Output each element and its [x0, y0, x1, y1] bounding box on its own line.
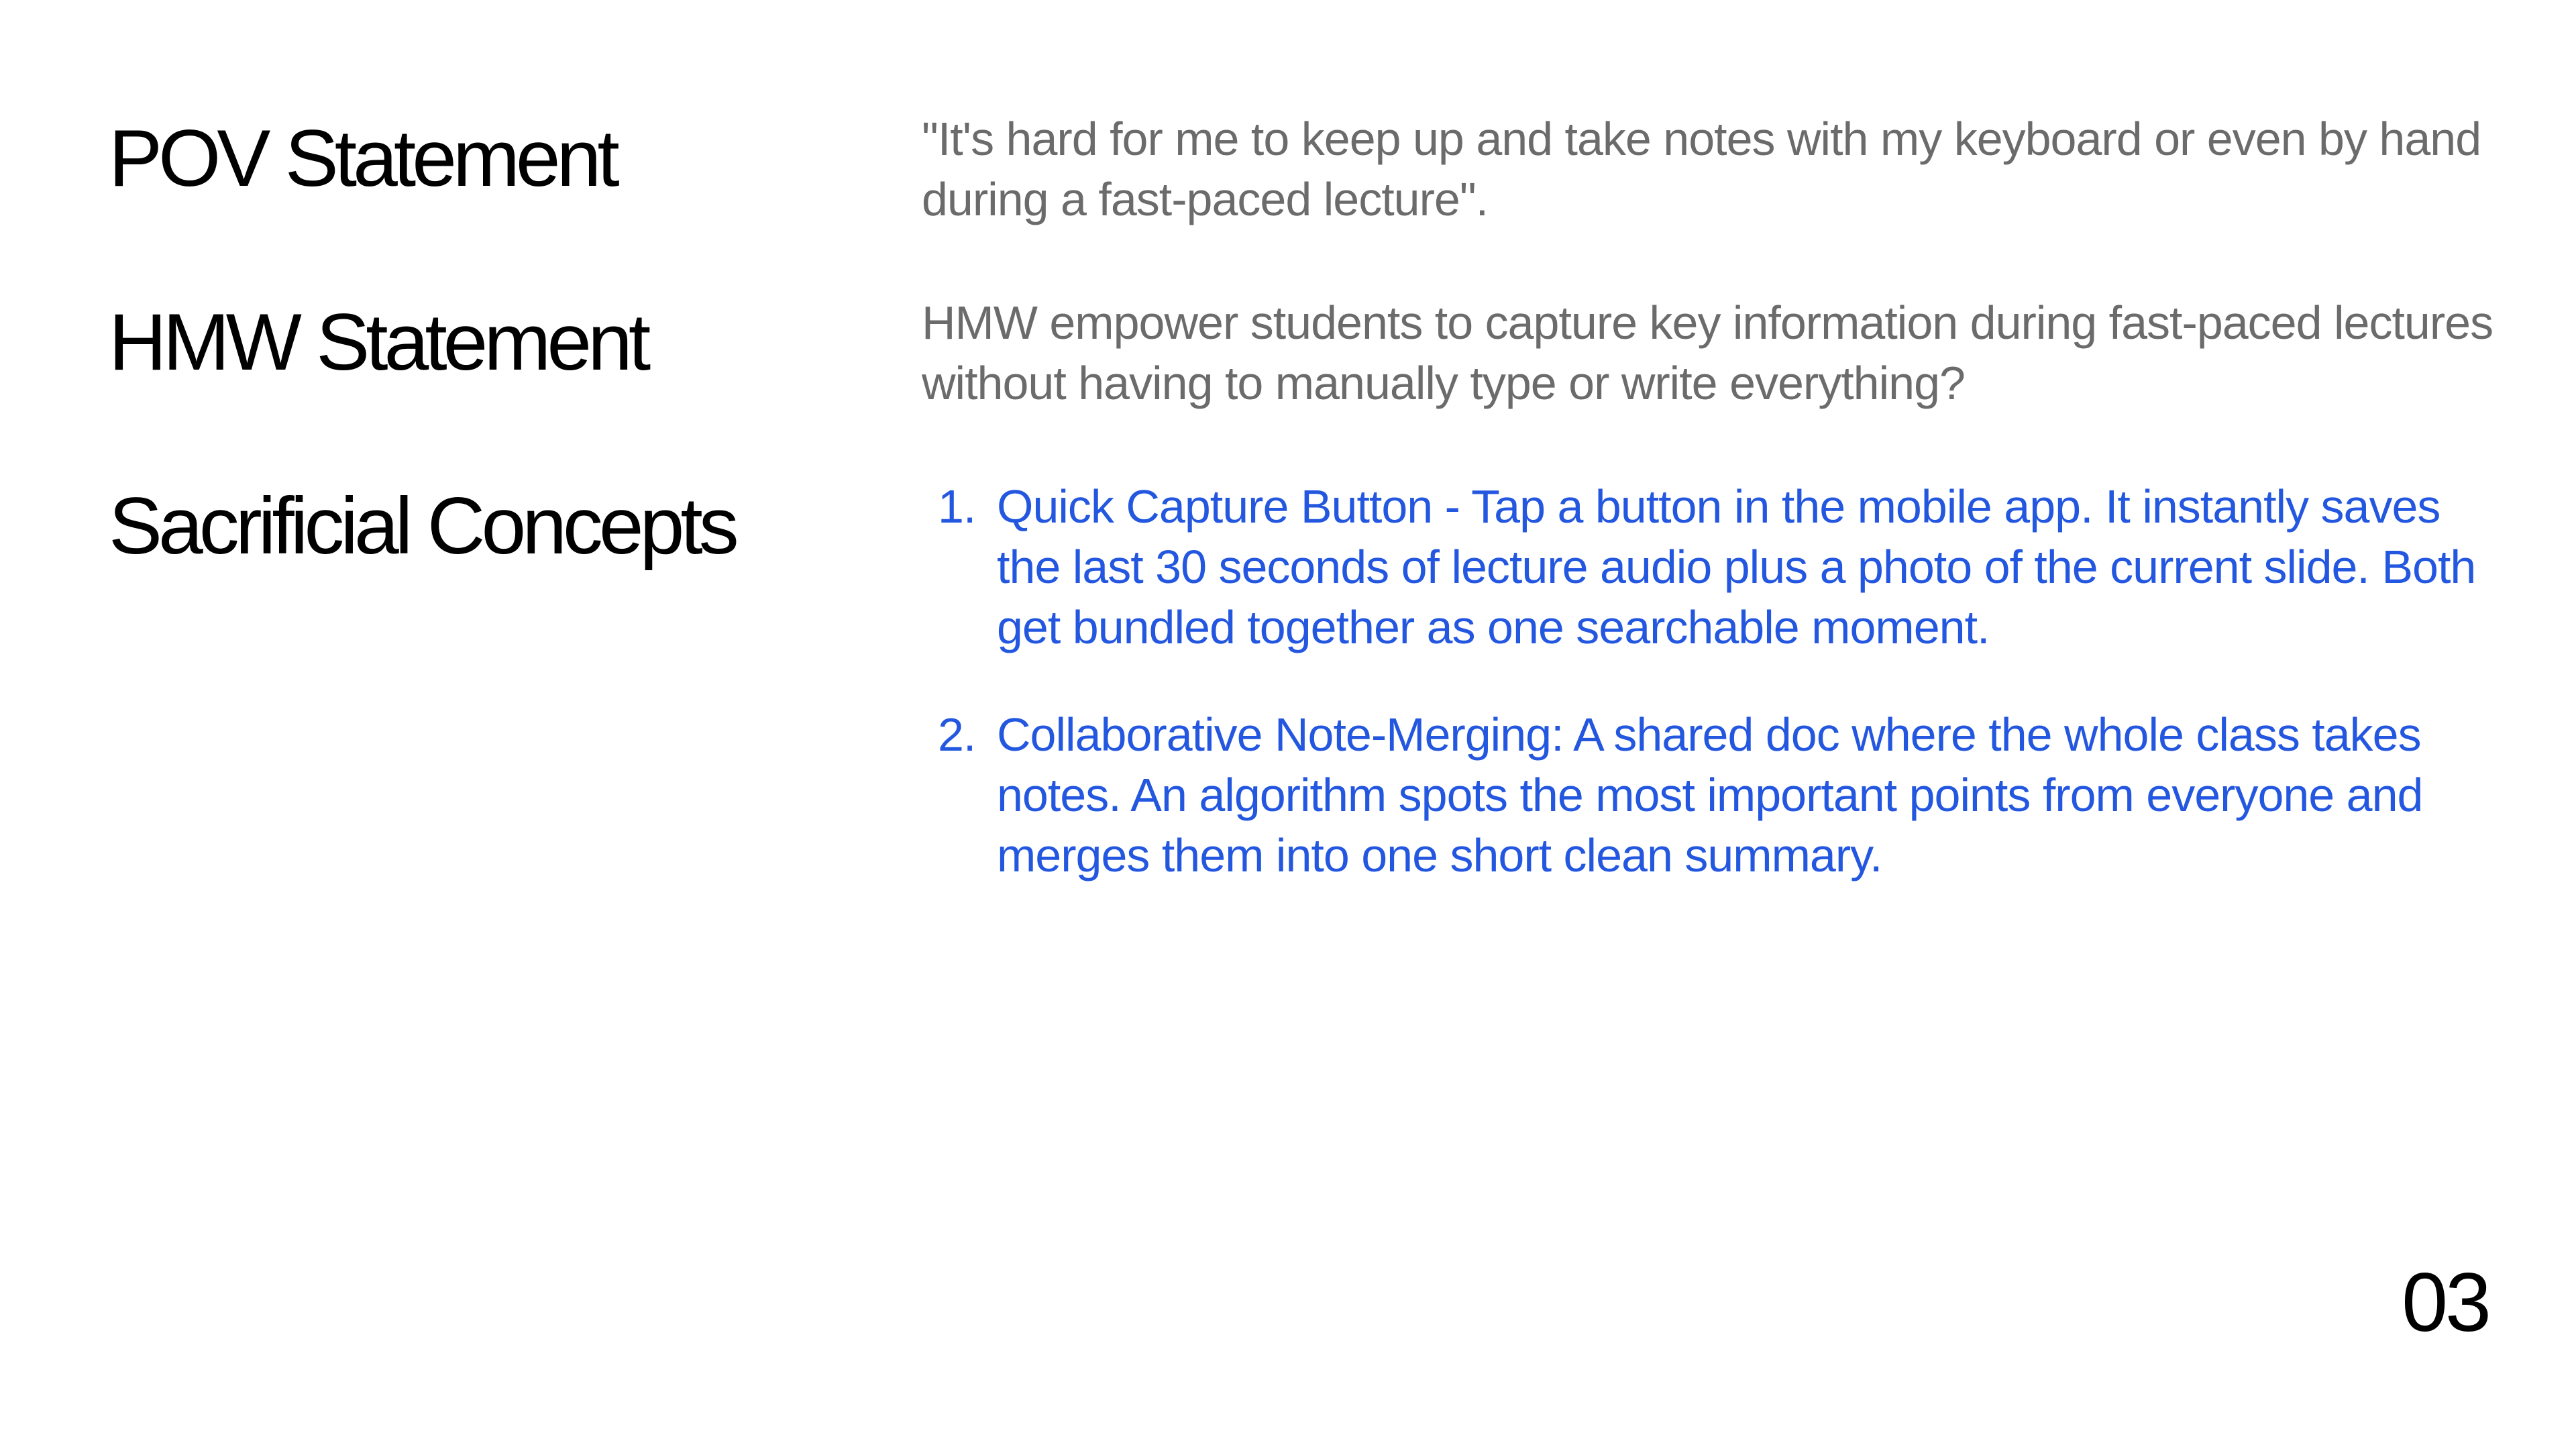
concept-text: Quick Capture Button - Tap a button in the mobile app. It instantly saves the last 30 seconds of lecture audio plus a photo of the current slide. Both get bundled together as one searchable moment. — [997, 480, 2476, 653]
pov-statement-text: "It's hard for me to keep up and take notes with my keyboard or even by hand during a fast-paced lecture". — [922, 113, 2481, 225]
concept-item — [922, 476, 2505, 657]
concept-number: 2. — [938, 708, 976, 761]
sacrificial-concepts-heading: Sacrificial Concepts — [109, 481, 735, 571]
sacrificial-concepts-list — [922, 476, 2505, 932]
concept-text: Collaborative Note-Merging: A shared doc where the whole class takes notes. An algorithm spots the most important points from everyone and merges them into one short clean summary. — [997, 708, 2423, 881]
pov-heading: POV Statement — [109, 113, 616, 203]
hmw-heading: HMW Statement — [109, 297, 647, 387]
page-number: 03 — [2402, 1256, 2489, 1349]
concept-item — [922, 704, 2505, 885]
concept-number: 1. — [938, 480, 976, 533]
hmw-statement-text: HMW empower students to capture key information during fast-paced lectures without having to manually type or write everything? — [922, 297, 2493, 409]
